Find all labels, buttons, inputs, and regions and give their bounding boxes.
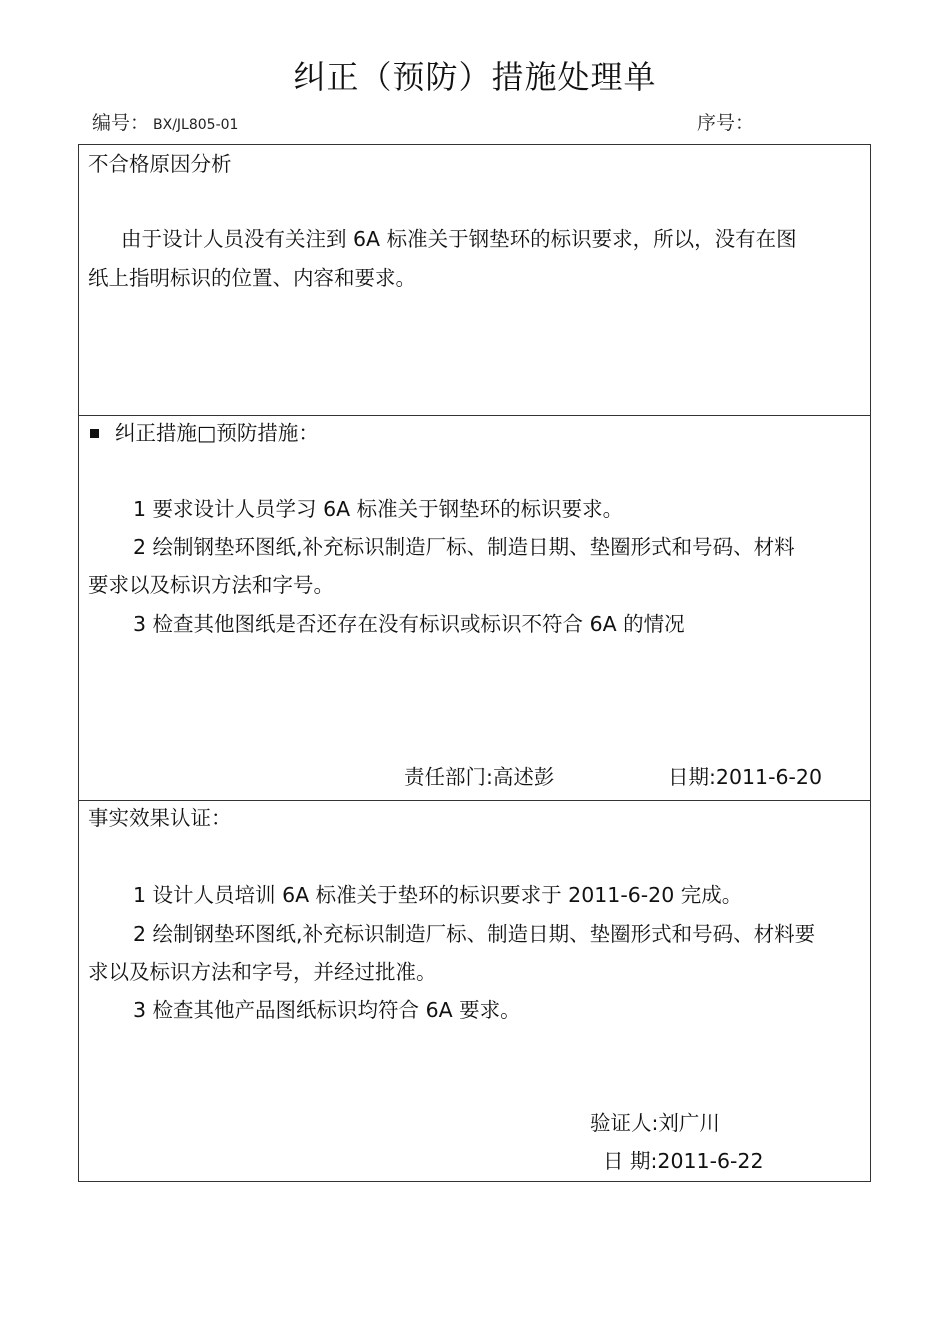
number-label: 编号：	[92, 112, 150, 134]
verification-section	[79, 800, 870, 1181]
responsible-department: 责任部门:高述彭	[404, 765, 555, 789]
verification-line: 3 检查其他产品图纸标识均符合 6A 要求。	[133, 998, 521, 1022]
number-value: BX/JL805-01	[153, 117, 239, 133]
nonconformity-label: 不合格原因分析	[88, 152, 232, 176]
measures-section	[79, 415, 870, 800]
measures-line: 3 检查其他图纸是否还存在没有标识或标识不符合 6A 的情况	[133, 612, 685, 636]
verification-line: 求以及标识方法和字号，并经过批准。	[88, 960, 437, 984]
measures-label-row	[90, 416, 319, 446]
measures-date: 日期:2011-6-20	[668, 765, 823, 789]
nonconformity-line: 纸上指明标识的位置、内容和要求。	[88, 266, 416, 290]
nonconformity-line: 由于设计人员没有关注到 6A 标准关于钢垫环的标识要求，所以，没有在图	[121, 227, 797, 251]
verification-date: 日 期:2011-6-22	[603, 1149, 764, 1173]
measures-line: 要求以及标识方法和字号。	[88, 573, 334, 597]
verification-line: 1 设计人员培训 6A 标准关于垫环的标识要求于 2011-6-20 完成。	[133, 883, 743, 907]
page-title: 纠正（预防）措施处理单	[293, 58, 657, 96]
nonconformity-section	[79, 145, 870, 415]
sequence-label: 序号：	[697, 112, 755, 134]
verification-line: 2 绘制钢垫环图纸,补充标识制造厂标、制造日期、垫圈形式和号码、材料要	[133, 922, 816, 946]
verifier: 验证人:刘广川	[590, 1111, 720, 1135]
form-table	[78, 144, 871, 1182]
verification-label: 事实效果认证：	[88, 806, 232, 830]
checked-checkbox-icon	[90, 429, 99, 438]
number-field	[92, 108, 238, 135]
measures-line: 2 绘制钢垫环图纸,补充标识制造厂标、制造日期、垫圈形式和号码、材料	[133, 535, 795, 559]
measures-label: 纠正措施□预防措施：	[115, 421, 319, 445]
measures-line: 1 要求设计人员学习 6A 标准关于钢垫环的标识要求。	[133, 497, 624, 521]
